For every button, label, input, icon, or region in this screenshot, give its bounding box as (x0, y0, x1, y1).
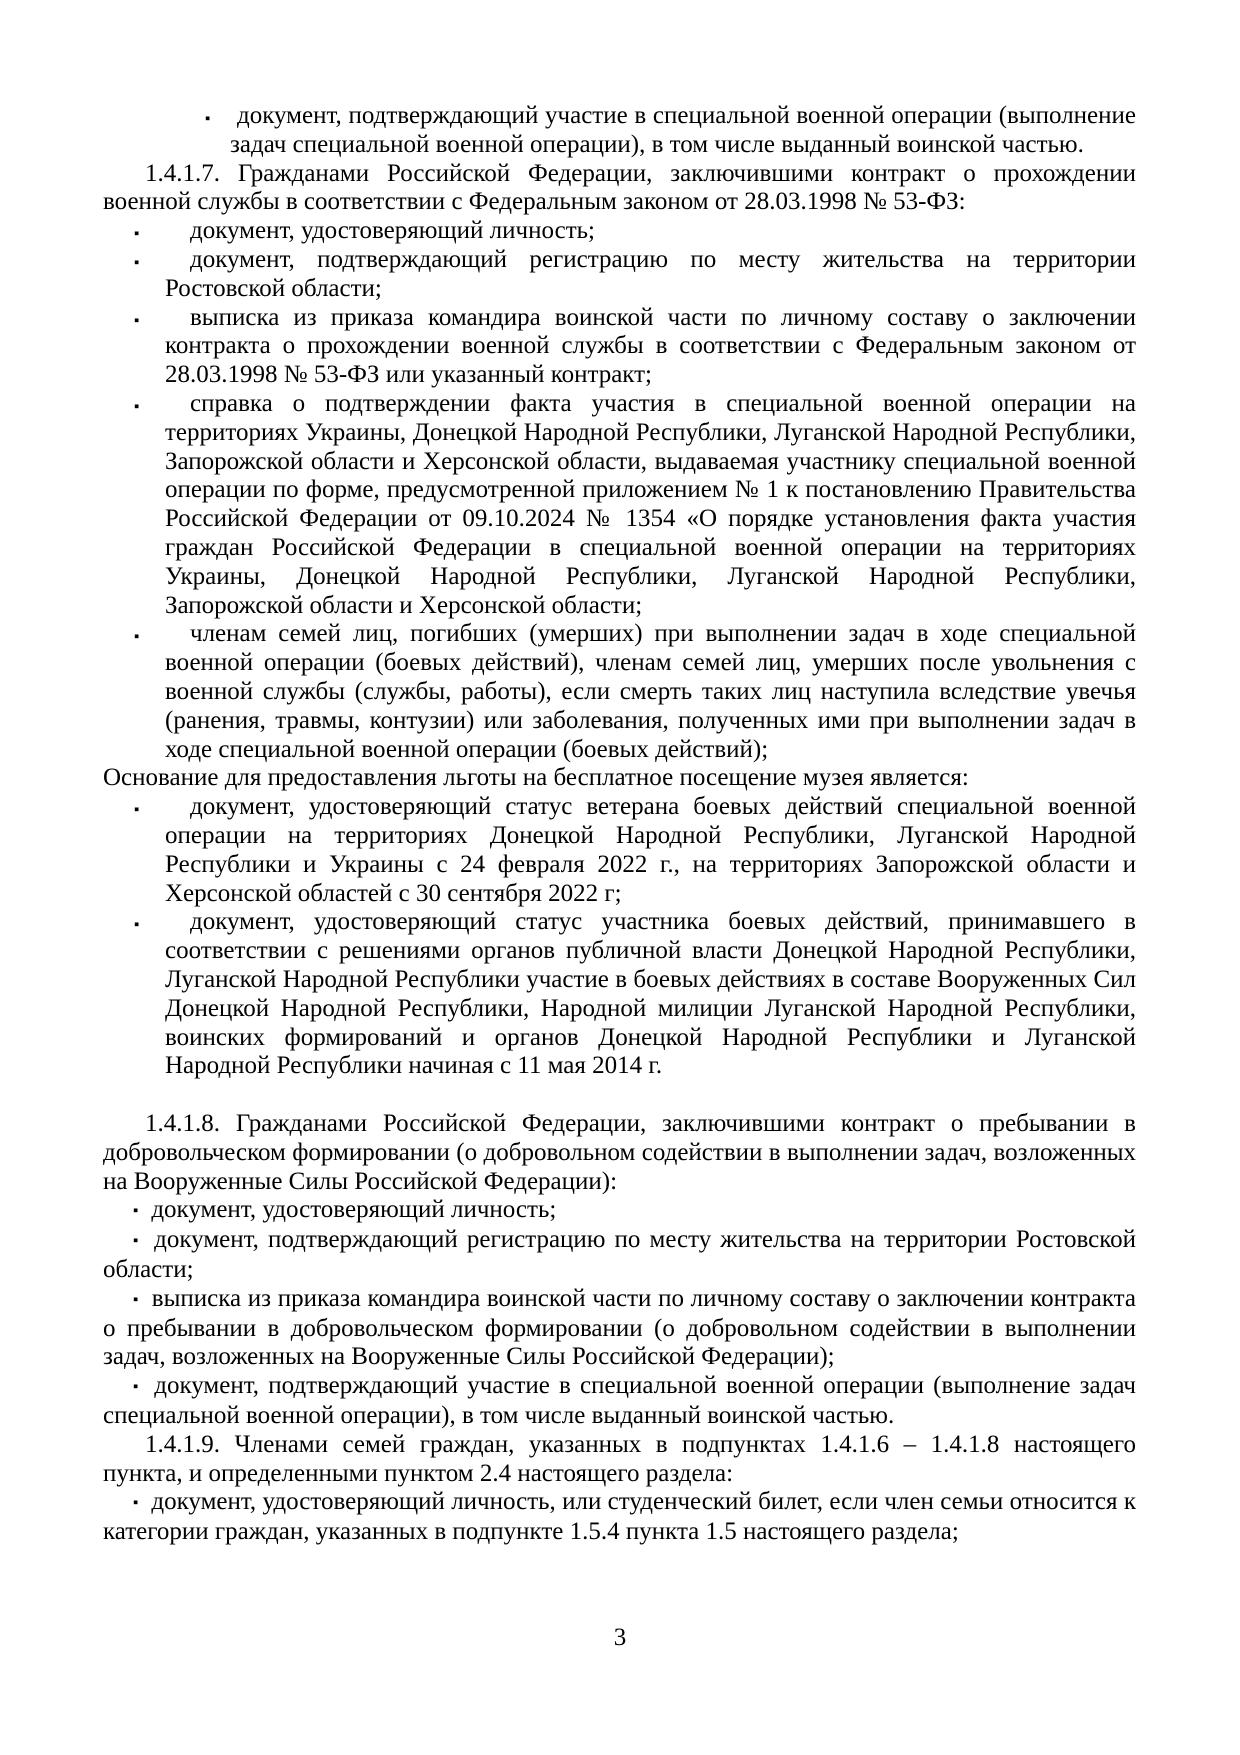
list-item-text: справка о подтверждении факта участия в специальной военной операции на территориях Украины, Донецкой Народной Республики, Луганской Народной Республики, Запорожской области и Херсонской области, выдаваемая участнику специальной военной операции по форме, предусмотренной приложением № 1 к постановлению Правительства Российской Федерации от 09.10.2024 № 1354 «О порядке установления факта участия граждан Российской Федерации в специальной военной операции на территориях Украины, Донецкой Народной Республики, Луганской Народной Республики, Запорожской области и Херсонской области; (165, 389, 1136, 619)
list-item-text: выписка из приказа командира воинской части по личному составу о заключении контракта о пребывании в добровольческом формировании (о добровольном содействии в выполнении задач, возложенных на Вооруженные Силы Российской Федерации); (103, 1284, 1136, 1371)
list-item-text: документ, удостоверяющий статус ветерана боевых действий специальной военной операции на территориях Донецкой Народной Республики, Луганской Народной Республики и Украины с 24 февраля 2022 г., на территориях Запорожской области и Херсонской областей с 30 сентября 2022 г; (165, 793, 1136, 907)
square-bullet-icon: ▪ (134, 917, 140, 934)
list-item (103, 1196, 1136, 1226)
square-bullet-icon: ▪ (134, 629, 140, 646)
paragraph: 1.4.1.9. Членами семей граждан, указанных в подпунктах 1.4.1.6 – 1.4.1.8 настоящего пункта, и определенными пунктом 2.4 настоящего раздела: (103, 1430, 1136, 1487)
list-item (103, 1226, 1136, 1285)
list-item-text: выписка из приказа командира воинской части по личному составу о заключении контракта о прохождении военной службы в соответствии с Федеральным законом от 28.03.1998 № 53-ФЗ или указанный контракт; (165, 303, 1136, 389)
list-item (134, 908, 1136, 1081)
square-bullet-icon: ▪ (134, 802, 140, 819)
paragraph: Основание для предоставления льготы на бесплатное посещение музея является: (103, 764, 969, 792)
list-item (205, 102, 1136, 160)
list-item (134, 620, 1136, 764)
bullet-list (103, 102, 1136, 160)
bullet-list (103, 793, 1136, 1081)
document-content (103, 102, 1136, 1547)
square-bullet-icon: ▪ (133, 1291, 139, 1308)
square-bullet-icon: ▪ (134, 254, 140, 271)
square-bullet-icon: ▪ (205, 111, 211, 127)
list-item-text: документ, подтверждающий участие в специальной военной операции (выполнение задач специальной военной операции), в том числе выданный воинской частью. (230, 102, 1136, 158)
square-bullet-icon: ▪ (134, 398, 140, 415)
list-item (134, 793, 1136, 908)
list-item-text: документ, удостоверяющий личность; (151, 1196, 557, 1224)
page-number: 3 (613, 1624, 627, 1651)
bullet-list (103, 217, 1136, 764)
list-item (134, 245, 1136, 304)
list-item (103, 1285, 1136, 1372)
list-item-text: документ, подтверждающий регистрацию по месту жительства на территории Ростовской области; (103, 1226, 1136, 1284)
blank-line (103, 1081, 1136, 1110)
list-item-text: документ, удостоверяющий личность; (190, 217, 595, 245)
square-bullet-icon: ▪ (133, 1203, 139, 1220)
list-item-text: членам семей лиц, погибших (умерших) при выполнении задач в ходе специальной военной операции (боевых действий), членам семей лиц, умерших после увольнения с военной службы (службы, работы), если смерть таких лиц наступила вследствие увечья (ранения, травмы, контузии) или заболевания, полученных ими при выполнении задач в ходе специальной военной операции (боевых действий); (165, 620, 1136, 763)
list-item (134, 217, 1136, 246)
paragraph: 1.4.1.7. Гражданами Российской Федерации, заключившими контракт о прохождении военной службы в соответствии с Федеральным законом от 28.03.1998 № 53-ФЗ: (103, 159, 1136, 216)
list-item (134, 389, 1136, 620)
paragraph: 1.4.1.8. Гражданами Российской Федерации, заключившими контракт о пребывании в добровольческом формировании (о добровольном содействии в выполнении задач, возложенных на Вооруженные Силы Российской Федерации): (103, 1110, 1136, 1195)
list-item (134, 303, 1136, 390)
square-bullet-icon: ▪ (134, 312, 140, 329)
list-item-text: документ, подтверждающий регистрацию по месту жительства на территории Ростовской области; (165, 245, 1136, 302)
square-bullet-icon: ▪ (133, 1495, 139, 1512)
bullet-list (103, 1196, 1136, 1430)
list-item (103, 1372, 1136, 1431)
list-item-text: документ, удостоверяющий статус участника боевых действий, принимавшего в соответствии с решениями органов публичной власти Донецкой Народной Республики, Луганской Народной Республики участие в боевых действиях в составе Вооруженных Сил Донецкой Народной Республики, Народной милиции Луганской Народной Республики, воинских формирований и органов Донецкой Народной Республики и Луганской Народной Республики начиная с 11 мая 2014 г. (165, 908, 1136, 1080)
list-item-text: документ, удостоверяющий личность, или студенческий билет, если член семьи относится к категории граждан, указанных в подпункте 1.5.4 пункта 1.5 настоящего раздела; (103, 1488, 1136, 1546)
square-bullet-icon: ▪ (133, 1379, 142, 1396)
list-item-text: документ, подтверждающий участие в специальной военной операции (выполнение задач специальной военной операции), в том числе выданный воинской частью. (103, 1372, 1136, 1430)
square-bullet-icon: ▪ (133, 1233, 142, 1250)
list-item (103, 1488, 1136, 1547)
square-bullet-icon: ▪ (134, 226, 140, 243)
bullet-list (103, 1488, 1136, 1547)
